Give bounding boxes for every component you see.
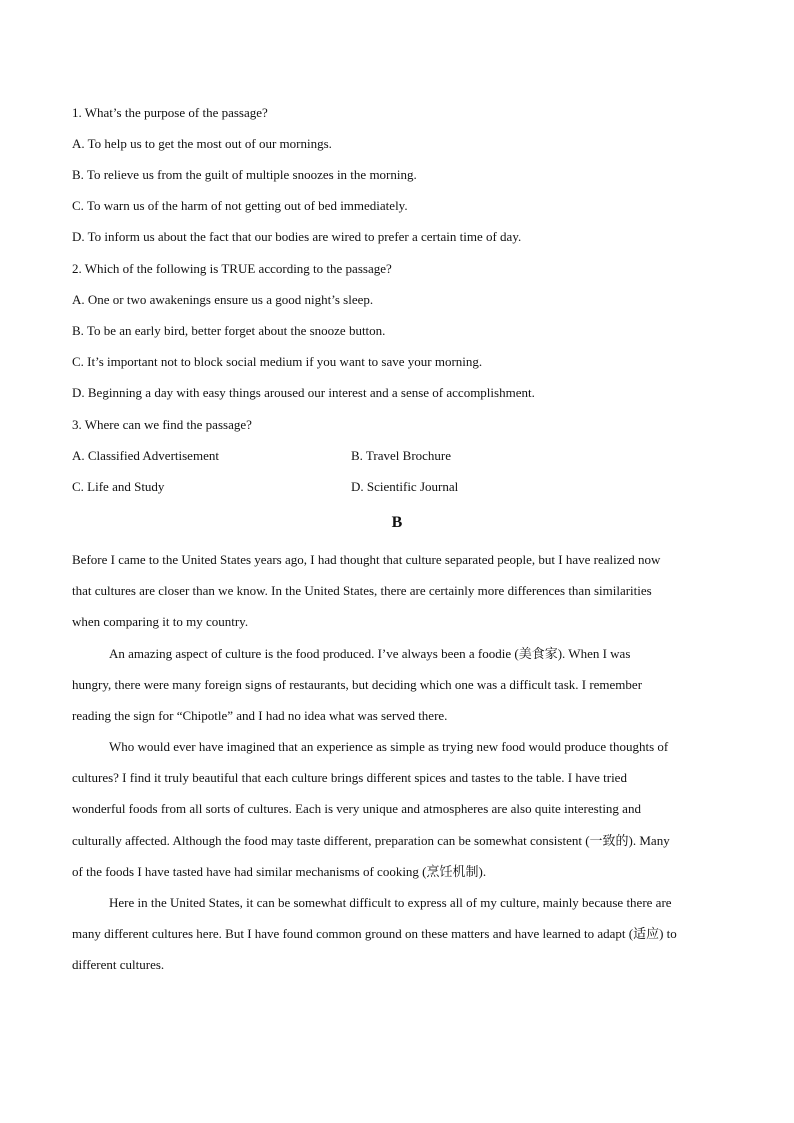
passage-line: Who would ever have imagined that an experience as simple as trying new food would produce thoughts of: [109, 739, 669, 754]
question-3-stem: 3. Where can we find the passage?: [72, 417, 252, 432]
passage-line: hungry, there were many foreign signs of restaurants, but deciding which one was a difficult task. I remember: [72, 677, 643, 692]
question-2-option-d: D. Beginning a day with easy things aroused our interest and a sense of accomplishment.: [72, 385, 535, 400]
passage-line: Here in the United States, it can be somewhat difficult to express all of my culture, mainly because there are: [109, 895, 672, 910]
question-3-option-d: D. Scientific Journal: [351, 479, 459, 494]
passage-line: cultures? I find it truly beautiful that each culture brings different spices and tastes to the table. I have tried: [72, 770, 627, 785]
passage-line: wonderful foods from all sorts of cultures. Each is very unique and atmospheres are also quite interesting and: [72, 801, 641, 816]
section-b-title: B: [391, 514, 403, 531]
question-3-option-a: A. Classified Advertisement: [72, 448, 219, 463]
passage-line: Before I came to the United States years ago, I had thought that culture separated people, but I have realized now: [72, 552, 661, 567]
question-2-option-c: C. It’s important not to block social medium if you want to save your morning.: [72, 354, 483, 369]
question-2-stem: 2. Which of the following is TRUE according to the passage?: [72, 261, 392, 276]
passage-line: reading the sign for “Chipotle” and I had no idea what was served there.: [72, 708, 448, 723]
question-3-option-b: B. Travel Brochure: [351, 448, 452, 463]
passage-line: when comparing it to my country.: [72, 614, 249, 629]
question-3-option-c: C. Life and Study: [72, 479, 165, 494]
passage-line: of the foods I have tasted have had similar mechanisms of cooking (烹饪机制).: [72, 864, 487, 879]
passage-line: An amazing aspect of culture is the food produced. I’ve always been a foodie (美食家). When I was: [109, 646, 631, 661]
passage-line: culturally affected. Although the food may taste different, preparation can be somewhat consistent (一致的). Many: [72, 833, 670, 848]
question-1-option-c: C. To warn us of the harm of not getting out of bed immediately.: [72, 198, 408, 213]
question-1-option-d: D. To inform us about the fact that our bodies are wired to prefer a certain time of day.: [72, 229, 522, 244]
passage-line: many different cultures here. But I have found common ground on these matters and have learned to adapt (适应) to: [72, 926, 677, 941]
passage-line: that cultures are closer than we know. In the United States, there are certainly more differences than similarities: [72, 583, 652, 598]
question-1-option-a: A. To help us to get the most out of our mornings.: [72, 136, 332, 151]
passage-line: different cultures.: [72, 957, 165, 972]
question-2-option-b: B. To be an early bird, better forget about the snooze button.: [72, 323, 386, 338]
question-2-option-a: A. One or two awakenings ensure us a good night’s sleep.: [72, 292, 374, 307]
question-1-stem: 1. What’s the purpose of the passage?: [72, 105, 268, 120]
question-1-option-b: B. To relieve us from the guilt of multiple snoozes in the morning.: [72, 167, 417, 182]
